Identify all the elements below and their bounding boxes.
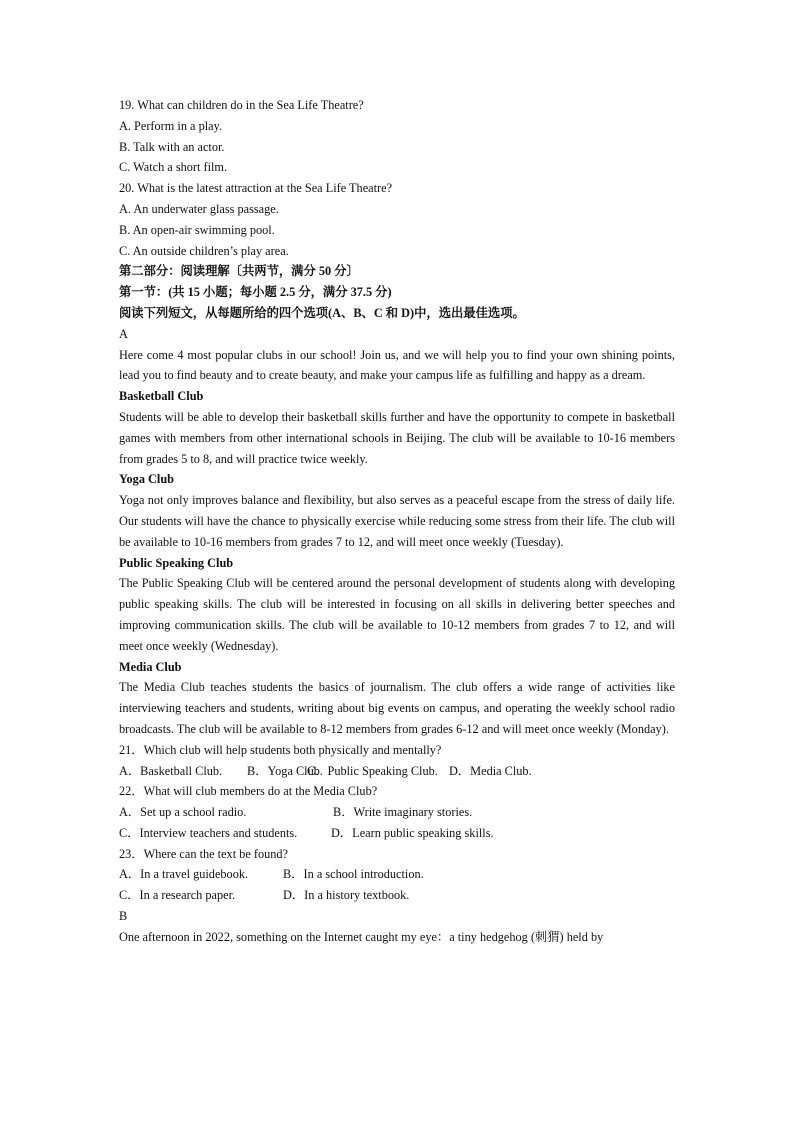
question-21-option-b: B．Yoga Club. <box>247 763 323 778</box>
club-text-basketball: Students will be able to develop their basketball skills further and have the opportunity to compete in basketball games with members from other international schools in Beijing. The club will be available to 10-16 members from grades 5 to 8, and will practice twice weekly. <box>119 409 675 466</box>
passage-a-intro: Here come 4 most popular clubs in our school! Join us, and we will help you to find your own shining points, lead you to find beauty and to create beauty, and make your campus life as fulfilling and happy as a dream. <box>119 347 675 383</box>
section1-heading: 第一节：(共 15 小题；每小题 2.5 分，满分 37.5 分) <box>119 285 392 300</box>
passage-b-first-line: One afternoon in 2022, something on the Internet caught my eye：a tiny hedgehog (刺猬) held by <box>119 929 604 944</box>
club-title-basketball: Basketball Club <box>119 389 204 404</box>
question-19-option-c: C. Watch a short film. <box>119 160 228 175</box>
question-19-stem: 19. What can children do in the Sea Life Theatre? <box>119 98 364 112</box>
question-23-option-a: A．In a travel guidebook. <box>119 867 249 882</box>
question-21-option-d: D．Media Club. <box>449 763 532 778</box>
club-title-public-speaking: Public Speaking Club <box>119 555 234 570</box>
question-23-stem: 23．Where can the text be found? <box>119 846 289 861</box>
question-23-option-d: D．In a history textbook. <box>283 888 410 903</box>
club-text-media: The Media Club teaches students the basics of journalism. The club offers a wide range of activities like interviewing teachers and students, writing about big events on campus, and operating the weekly school radio broadcasts. The club will be available to 8-12 members from grades 6-12 and will meet once weekly (Monday). <box>119 680 675 736</box>
question-20-option-c: C. An outside children’s play area. <box>119 243 289 258</box>
question-23-option-b: B．In a school introduction. <box>283 867 424 882</box>
club-text-yoga: Yoga not only improves balance and flexibility, but also serves as a peaceful escape from the stress of daily life. Our students will have the chance to physically exercise while reducing some stress from their life. The club will be available to 10-16 members from grades 7 to 12, and will meet once weekly (Tuesday). <box>119 493 675 549</box>
question-20-option-a: A. An underwater glass passage. <box>119 201 279 216</box>
question-22-options-row1 <box>119 802 675 823</box>
club-title-media: Media Club <box>119 659 182 674</box>
question-23-options-row1 <box>119 864 675 885</box>
part2-heading: 第二部分：阅读理解〔共两节，满分 50 分〕 <box>119 264 359 279</box>
question-22-stem: 22．What will club members do at the Media Club? <box>119 784 378 799</box>
question-19-option-a: A. Perform in a play. <box>119 118 223 133</box>
question-23-options-row2 <box>119 885 675 906</box>
question-21-option-c: C．Public Speaking Club. <box>307 763 438 778</box>
exam-page <box>119 95 675 948</box>
passage-b-label: B <box>119 909 128 924</box>
question-21-options <box>119 761 675 782</box>
question-20-option-b: B. An open-air swimming pool. <box>119 222 275 237</box>
passage-a-label: A <box>119 326 128 341</box>
question-22-option-b: B．Write imaginary stories. <box>333 805 473 820</box>
question-22-option-d: D．Learn public speaking skills. <box>331 825 494 840</box>
question-22-option-c: C．Interview teachers and students. <box>119 825 298 840</box>
question-23-option-c: C．In a research paper. <box>119 888 236 903</box>
question-21-option-a: A．Basketball Club. <box>119 763 223 778</box>
question-22-options-row2 <box>119 823 675 844</box>
question-21-stem: 21．Which club will help students both physically and mentally? <box>119 742 442 757</box>
question-22-option-a: A．Set up a school radio. <box>119 805 247 820</box>
question-19-option-b: B. Talk with an actor. <box>119 139 225 154</box>
club-title-yoga: Yoga Club <box>119 472 175 487</box>
question-20-stem: 20. What is the latest attraction at the Sea Life Theatre? <box>119 181 393 196</box>
reading-instruction: 阅读下列短文，从每题所给的四个选项(A、B、C 和 D)中，选出最佳选项。 <box>119 305 525 320</box>
club-text-public-speaking: The Public Speaking Club will be centered around the personal development of students along with developing public speaking skills. The club will be interested in focusing on all skills in delivering better speeches and improving communication skills. The club will be available to 10-12 members from grades 7 to 12, and will meet once weekly (Wednesday). <box>119 576 675 653</box>
